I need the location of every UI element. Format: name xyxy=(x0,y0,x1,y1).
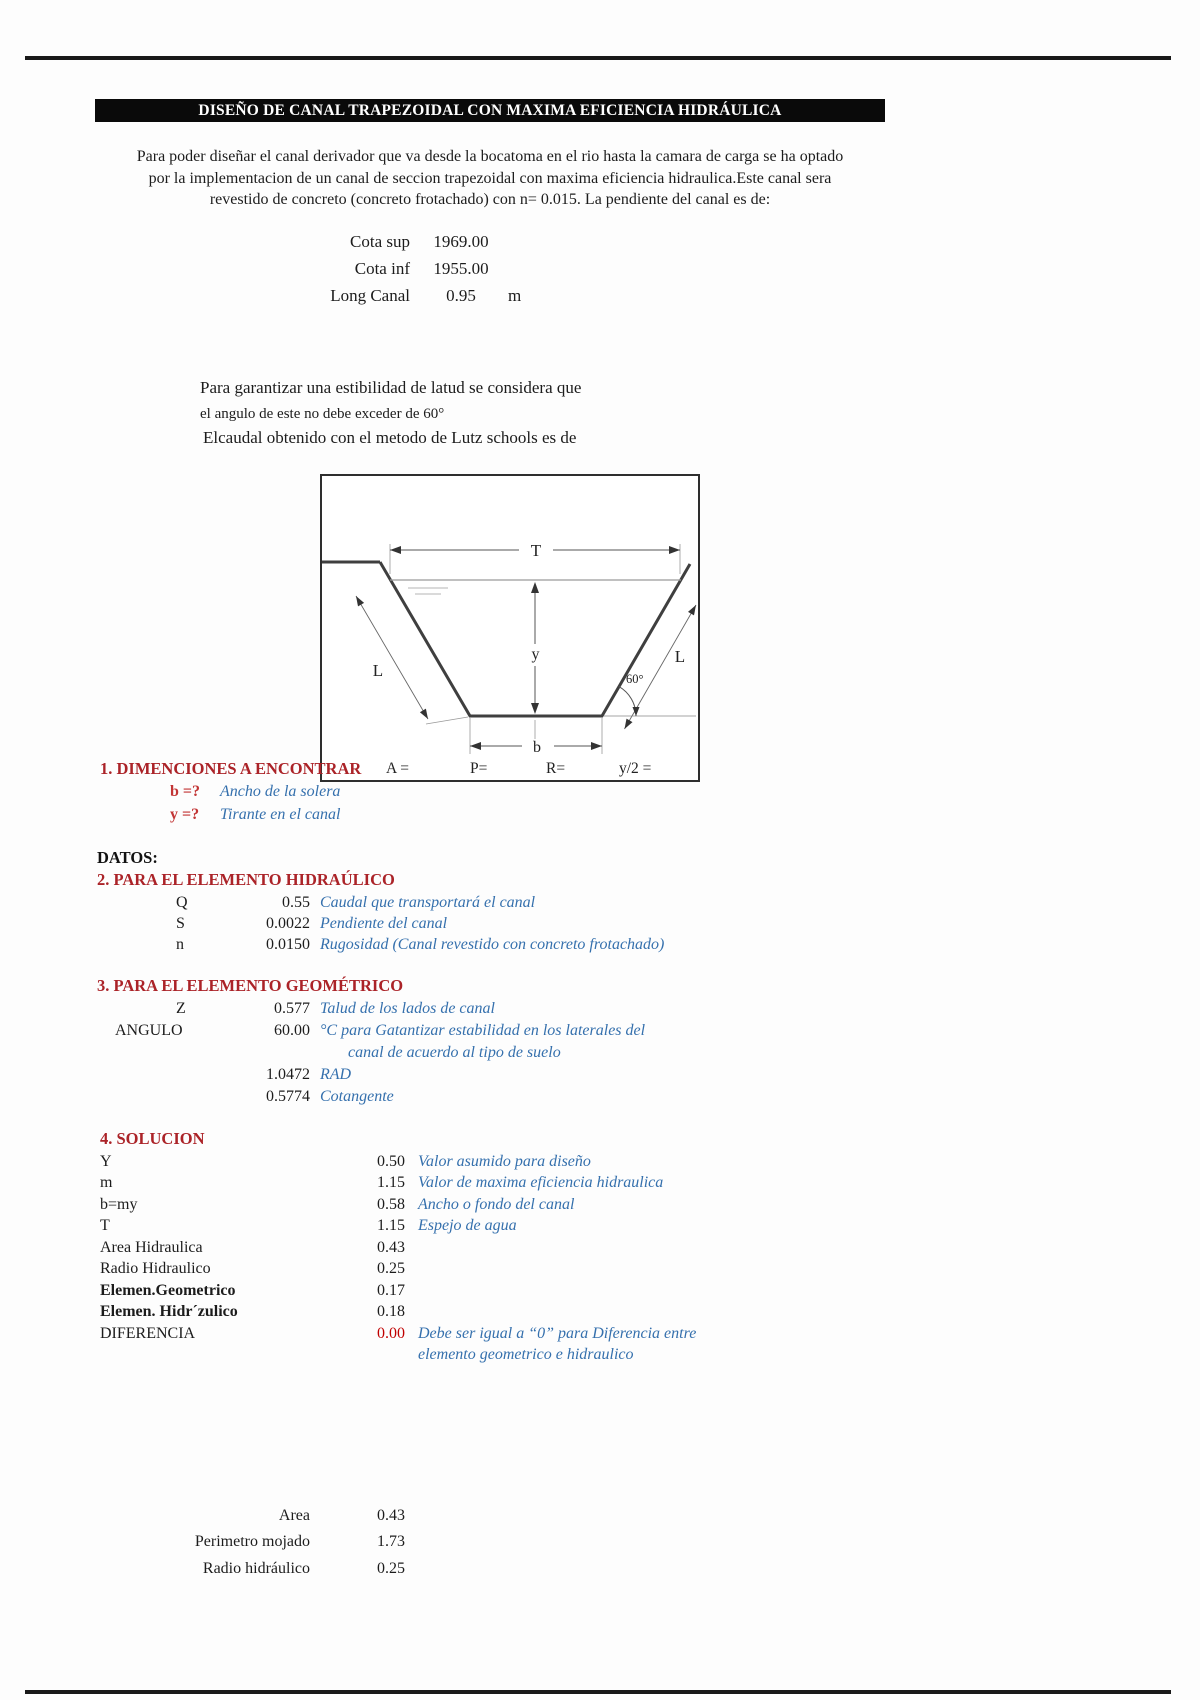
rad-value: 1.0472 xyxy=(266,1066,310,1083)
solution-row-b xyxy=(0,1196,1200,1218)
b-symbol: b =? xyxy=(170,783,201,800)
section3-row-angulo xyxy=(0,1022,1200,1044)
solution-row-radio xyxy=(0,1260,1200,1282)
q-symbol: Q xyxy=(176,894,188,911)
row-value: 0.25 xyxy=(377,1260,405,1277)
b-label: b xyxy=(533,739,541,756)
l-right-arrow-top xyxy=(688,605,696,615)
cota-inf-row xyxy=(0,259,1200,281)
cota-sup-value: 1969.00 xyxy=(433,232,489,251)
row-label: Y xyxy=(100,1153,112,1170)
section3-row-z xyxy=(0,1000,1200,1022)
summary-label: Area xyxy=(278,1507,310,1524)
section2-heading: 2. PARA EL ELEMENTO HIDRAÚLICO xyxy=(97,870,395,889)
row-description: Ancho o fondo del canal xyxy=(418,1196,575,1213)
section3-heading-row xyxy=(0,976,1200,998)
row-description: Valor asumido para diseño xyxy=(418,1153,591,1170)
section1-row-y xyxy=(0,806,1200,828)
section2-row-q xyxy=(0,894,1200,916)
l-right-arrow-bottom xyxy=(625,719,633,729)
summary-value: 1.73 xyxy=(377,1533,405,1550)
datos-label: DATOS: xyxy=(97,848,158,867)
y-symbol: y =? xyxy=(170,806,200,823)
s-description: Pendiente del canal xyxy=(320,915,448,932)
row-label: Elemen.Geometrico xyxy=(100,1282,236,1299)
b-arrow-right xyxy=(591,742,602,750)
cotangente-value: 0.5774 xyxy=(266,1088,310,1105)
row-label: b=my xyxy=(100,1196,138,1213)
angle-label: 60° xyxy=(626,672,644,686)
z-symbol: Z xyxy=(176,1000,186,1017)
row-value: 0.58 xyxy=(377,1196,405,1213)
intro-line: por la implementacion de un canal de seccion trapezoidal con maxima eficiencia hidraulica.Este canal sera xyxy=(148,169,832,187)
row-label: DIFERENCIA xyxy=(100,1325,196,1342)
y-description: Tirante en el canal xyxy=(220,806,341,823)
y-arrow-bottom xyxy=(531,703,539,714)
cota-inf-label: Cota inf xyxy=(354,259,410,278)
section1-row-b xyxy=(0,783,1200,805)
section2-heading-row xyxy=(0,870,1200,892)
n-description: Rugosidad (Canal revestido con concreto frotachado) xyxy=(320,936,665,953)
summary-row-area xyxy=(0,1507,1200,1529)
halfdepth-formula-label: y/2 = xyxy=(619,760,652,777)
summary-label: Radio hidráulico xyxy=(202,1560,310,1577)
summary-row-radio xyxy=(0,1560,1200,1582)
row-value: 0.18 xyxy=(377,1303,405,1320)
l-left-arrow-bottom xyxy=(420,709,428,719)
z-value: 0.577 xyxy=(274,1000,310,1017)
intro-line: Para poder diseñar el canal derivador que va desde la bocatoma en el rio hasta la camara de carga se ha optado xyxy=(136,148,844,165)
solution-row-m xyxy=(0,1174,1200,1196)
angulo-value: 60.00 xyxy=(274,1022,310,1039)
solution-row-t xyxy=(0,1217,1200,1239)
long-canal-row xyxy=(0,286,1200,308)
intro-line: revestido de concreto (concreto frotachado) con n= 0.015. La pendiente del canal es de: xyxy=(209,191,771,208)
l-left-dimension-line xyxy=(356,596,428,719)
section3-row-cotangente xyxy=(0,1088,1200,1110)
n-symbol: n xyxy=(176,936,184,953)
top-rule xyxy=(25,56,1171,60)
b-arrow-left xyxy=(470,742,481,750)
cota-inf-value: 1955.00 xyxy=(433,259,489,278)
solution-row-diferencia xyxy=(0,1325,1200,1347)
section2-row-n xyxy=(0,936,1200,958)
s-value: 0.0022 xyxy=(266,915,310,932)
bottom-rule xyxy=(25,1690,1171,1694)
section3-heading: 3. PARA EL ELEMENTO GEOMÉTRICO xyxy=(97,976,404,995)
section2-row-s xyxy=(0,915,1200,937)
angle-arrow xyxy=(633,707,640,716)
y-arrow-top xyxy=(531,582,539,593)
row-value: 0.17 xyxy=(377,1282,405,1299)
n-value: 0.0150 xyxy=(266,936,310,953)
row-value: 0.43 xyxy=(377,1239,405,1256)
row-description: Espejo de agua xyxy=(418,1217,517,1234)
solution-row-area xyxy=(0,1239,1200,1261)
radius-formula-label: R= xyxy=(546,760,566,777)
t-arrow-left xyxy=(390,546,401,554)
row-label: T xyxy=(100,1217,110,1234)
row-description: Debe ser igual a “0” para Diferencia entre xyxy=(418,1325,697,1342)
long-canal-unit: m xyxy=(508,286,522,305)
z-description: Talud de los lados de canal xyxy=(320,1000,495,1017)
section1-heading-row xyxy=(0,759,1200,781)
y-label: y xyxy=(531,646,540,663)
cota-sup-label: Cota sup xyxy=(350,232,410,251)
row-label: Area Hidraulica xyxy=(100,1239,203,1256)
row-value: 1.15 xyxy=(377,1174,405,1191)
section4-heading-row xyxy=(0,1129,1200,1151)
intro-paragraph xyxy=(88,146,892,211)
summary-row-perimetro xyxy=(0,1533,1200,1555)
row-description: elemento geometrico e hidraulico xyxy=(418,1346,634,1363)
section3-row-angulo-cont xyxy=(0,1044,1200,1066)
datos-row xyxy=(0,848,1200,870)
row-label: m xyxy=(100,1174,113,1191)
page-title: DISEÑO DE CANAL TRAPEZOIDAL CON MAXIMA EFICIENCIA HIDRÁULICA xyxy=(95,99,885,122)
s-symbol: S xyxy=(176,915,185,932)
row-value: 1.15 xyxy=(377,1217,405,1234)
long-canal-label: Long Canal xyxy=(330,286,410,305)
solution-row-y xyxy=(0,1153,1200,1175)
b-description: Ancho de la solera xyxy=(220,783,341,800)
l-left-label: L xyxy=(372,661,384,680)
row-value: 0.00 xyxy=(377,1325,405,1342)
row-description: Valor de maxima eficiencia hidraulica xyxy=(418,1174,664,1191)
summary-value: 0.25 xyxy=(377,1560,405,1577)
section4-heading: 4. SOLUCION xyxy=(100,1129,205,1148)
perimeter-formula-label: P= xyxy=(470,760,488,777)
section1-heading: 1. DIMENCIONES A ENCONTRAR xyxy=(100,759,362,778)
solution-row-elem-hidraulico xyxy=(0,1303,1200,1325)
rad-description: RAD xyxy=(320,1066,352,1083)
cotangente-description: Cotangente xyxy=(320,1088,394,1105)
q-value: 0.55 xyxy=(282,894,310,911)
summary-label: Perimetro mojado xyxy=(194,1533,310,1550)
solution-row-diferencia-cont xyxy=(0,1346,1200,1368)
angulo-description-cont: canal de acuerdo al tipo de suelo xyxy=(348,1044,561,1061)
l-left-arrow-top xyxy=(356,596,364,606)
summary-value: 0.43 xyxy=(377,1507,405,1524)
stability-note-line1: Para garantizar una estibilidad de latud se considera que xyxy=(200,378,582,397)
section3-row-rad xyxy=(0,1066,1200,1088)
stability-note-line2: el angulo de este no debe exceder de 60° xyxy=(200,406,445,422)
row-value: 0.50 xyxy=(377,1153,405,1170)
q-description: Caudal que transportará el canal xyxy=(320,894,536,911)
angle-arc xyxy=(619,687,636,716)
row-label: Radio Hidraulico xyxy=(100,1260,211,1277)
l-right-label: L xyxy=(674,647,686,666)
t-label: T xyxy=(530,541,542,560)
row-label: Elemen. Hidr´zulico xyxy=(100,1303,238,1320)
t-arrow-right xyxy=(669,546,680,554)
cota-sup-row xyxy=(0,232,1200,254)
canal-diagram-svg xyxy=(322,476,698,780)
angulo-description: °C para Gatantizar estabilidad en los laterales del xyxy=(320,1022,646,1039)
area-formula-label: A = xyxy=(386,760,409,777)
long-canal-value: 0.95 xyxy=(446,286,476,305)
canal-cross-section-diagram xyxy=(320,474,700,782)
water-ripple-marks xyxy=(408,588,448,594)
solution-row-elem-geometrico xyxy=(0,1282,1200,1304)
flow-method-note: Elcaudal obtenido con el metodo de Lutz schools es de xyxy=(203,428,577,447)
angulo-symbol: ANGULO xyxy=(115,1022,183,1039)
l-left-extension xyxy=(426,717,468,724)
